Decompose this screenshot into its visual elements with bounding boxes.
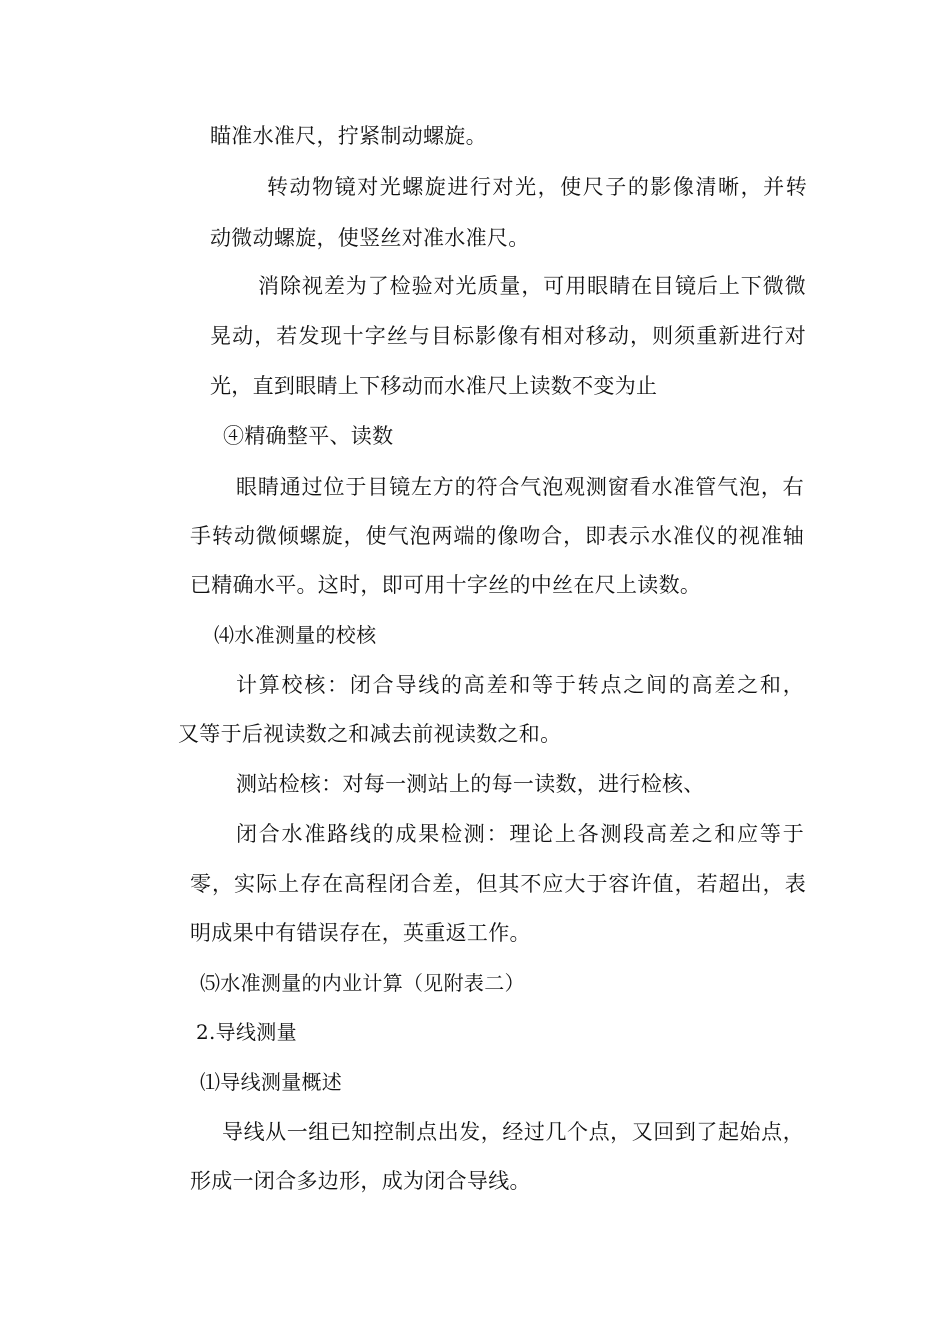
text-line-9: 手转动微倾螺旋，使气泡两端的像吻合，即表示水准仪的视准轴 [190,524,804,548]
section-heading-precise-leveling: ④精确整平、读数 [223,424,394,448]
section-heading-office-calculation: ⑸水准测量的内业计算（见附表二） [200,971,525,995]
section-heading-leveling-check: ⑷水准测量的校核 [214,623,377,647]
text-line-17: 明成果中有错误存在，英重返工作。 [190,921,531,945]
text-line-21: 导线从一组已知控制点出发，经过几个点，又回到了起始点， [222,1120,804,1144]
text-line-3: 动微动螺旋，使竖丝对准水准尺。 [210,226,530,250]
section-heading-traverse-survey: 2.导线测量 [196,1020,297,1044]
text-line-15: 闭合水准路线的成果检测：理论上各测段高差之和应等于 [236,822,804,846]
text-line-10: 已精确水平。这时，即可用十字丝的中丝在尺上读数。 [190,573,702,597]
text-line-22: 形成一闭合多边形，成为闭合导线。 [190,1169,531,1193]
text-line-13: 又等于后视读数之和减去前视读数之和。 [178,722,562,746]
section-heading-traverse-overview: ⑴导线测量概述 [200,1070,343,1094]
text-line-6: 光，直到眼睛上下移动而水准尺上读数不变为止 [210,374,658,398]
text-line-2: 转动物镜对光螺旋进行对光，使尺子的影像清晰，并转 [267,175,807,199]
text-line-12: 计算校核：闭合导线的高差和等于转点之间的高差之和， [236,673,804,697]
text-line-16: 零，实际上存在高程闭合差，但其不应大于容许值，若超出，表 [190,872,806,896]
text-line-14: 测站检核：对每一测站上的每一读数，进行检核、 [236,772,705,796]
text-line-8: 眼睛通过位于目镜左方的符合气泡观测窗看水准管气泡，右 [236,475,804,499]
text-line-4: 消除视差为了检验对光质量，可用眼睛在目镜后上下微微 [258,274,806,298]
text-line-1: 瞄准水准尺，拧紧制动螺旋。 [210,124,487,148]
text-line-5: 晃动，若发现十字丝与目标影像有相对移动，则须重新进行对 [210,324,806,348]
